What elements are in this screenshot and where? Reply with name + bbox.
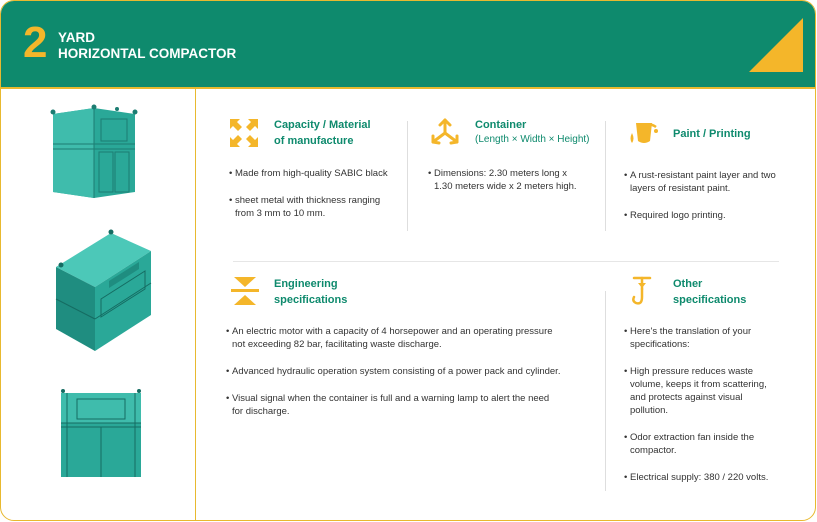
engineering-bullet-3: • Visual signal when the container is full and a warning lamp to alert the need	[226, 393, 550, 404]
other-bullet-2: • High pressure reduces waste	[624, 366, 754, 377]
other-title-line1: Other	[673, 278, 703, 290]
header-banner	[1, 1, 815, 89]
compactor-side-image	[59, 387, 143, 479]
engineering-title	[274, 276, 347, 308]
capacity-bullet-2: • sheet metal with thickness ranging	[229, 195, 381, 206]
other-bullet-2-cont2: and protects against visual	[630, 392, 743, 403]
container-title: Container	[475, 119, 527, 131]
paint-bullet-2: • Required logo printing.	[624, 210, 726, 221]
expand-arrows-icon	[228, 117, 260, 149]
divider	[605, 121, 606, 231]
compactor-front-image	[49, 104, 139, 199]
engineering-title-line2: specifications	[274, 294, 348, 306]
capacity-title-line2: of manufacture	[274, 135, 354, 147]
engineering-bullet-2: • Advanced hydraulic operation system consisting of a power pack and cylinder.	[226, 366, 561, 377]
engineering-bullet-1: • An electric motor with a capacity of 4 horsepower and an operating pressure	[226, 326, 553, 337]
section-number: 2	[23, 18, 48, 67]
column-divider	[195, 89, 196, 520]
corner-triangle-icon	[749, 18, 803, 72]
other-bullet-2-cont1: volume, keeps it from scattering,	[630, 379, 767, 390]
container-bullet-1-cont: 1.30 meters wide x 2 meters high.	[434, 181, 577, 192]
compactor-iso-image	[51, 229, 153, 353]
other-title	[673, 276, 746, 308]
compress-icon	[230, 275, 260, 307]
divider	[605, 291, 606, 491]
product-title	[58, 30, 236, 62]
paint-title: Paint / Printing	[673, 128, 751, 140]
other-title-line2: specifications	[673, 294, 747, 306]
capacity-title-line1: Capacity / Material	[274, 119, 371, 131]
paint-bucket-icon	[626, 117, 660, 151]
other-bullet-3-cont: compactor.	[630, 445, 677, 456]
title-line-1: YARD	[58, 30, 96, 45]
title-line-2: HORIZONTAL COMPACTOR	[58, 46, 237, 61]
other-bullet-1: • Here's the translation of your	[624, 326, 752, 337]
other-bullet-1-cont: specifications:	[630, 339, 690, 350]
divider	[407, 121, 408, 231]
paint-bullet-1-cont: layers of resistant paint.	[630, 183, 731, 194]
engineering-title-line1: Engineering	[274, 278, 338, 290]
container-subtitle: (Length × Width × Height)	[475, 134, 590, 145]
three-arrows-icon	[429, 117, 461, 149]
paint-bullet-1: • A rust-resistant paint layer and two	[624, 170, 776, 181]
capacity-bullet-1: • Made from high-quality SABIC black	[229, 168, 388, 179]
other-bullet-2-cont3: pollution.	[630, 405, 669, 416]
engineering-bullet-3-cont: for discharge.	[232, 406, 290, 417]
other-bullet-3: • Odor extraction fan inside the	[624, 432, 755, 443]
row-divider	[233, 261, 779, 262]
container-bullet-1: • Dimensions: 2.30 meters long x	[428, 168, 568, 179]
engineering-bullet-1-cont: not exceeding 82 bar, facilitating waste discharge.	[232, 339, 442, 350]
capacity-title	[274, 117, 371, 149]
capacity-bullet-2-cont: from 3 mm to 10 mm.	[235, 208, 326, 219]
other-bullet-4: • Electrical supply: 380 / 220 volts.	[624, 472, 769, 483]
crane-hook-icon	[628, 275, 656, 309]
